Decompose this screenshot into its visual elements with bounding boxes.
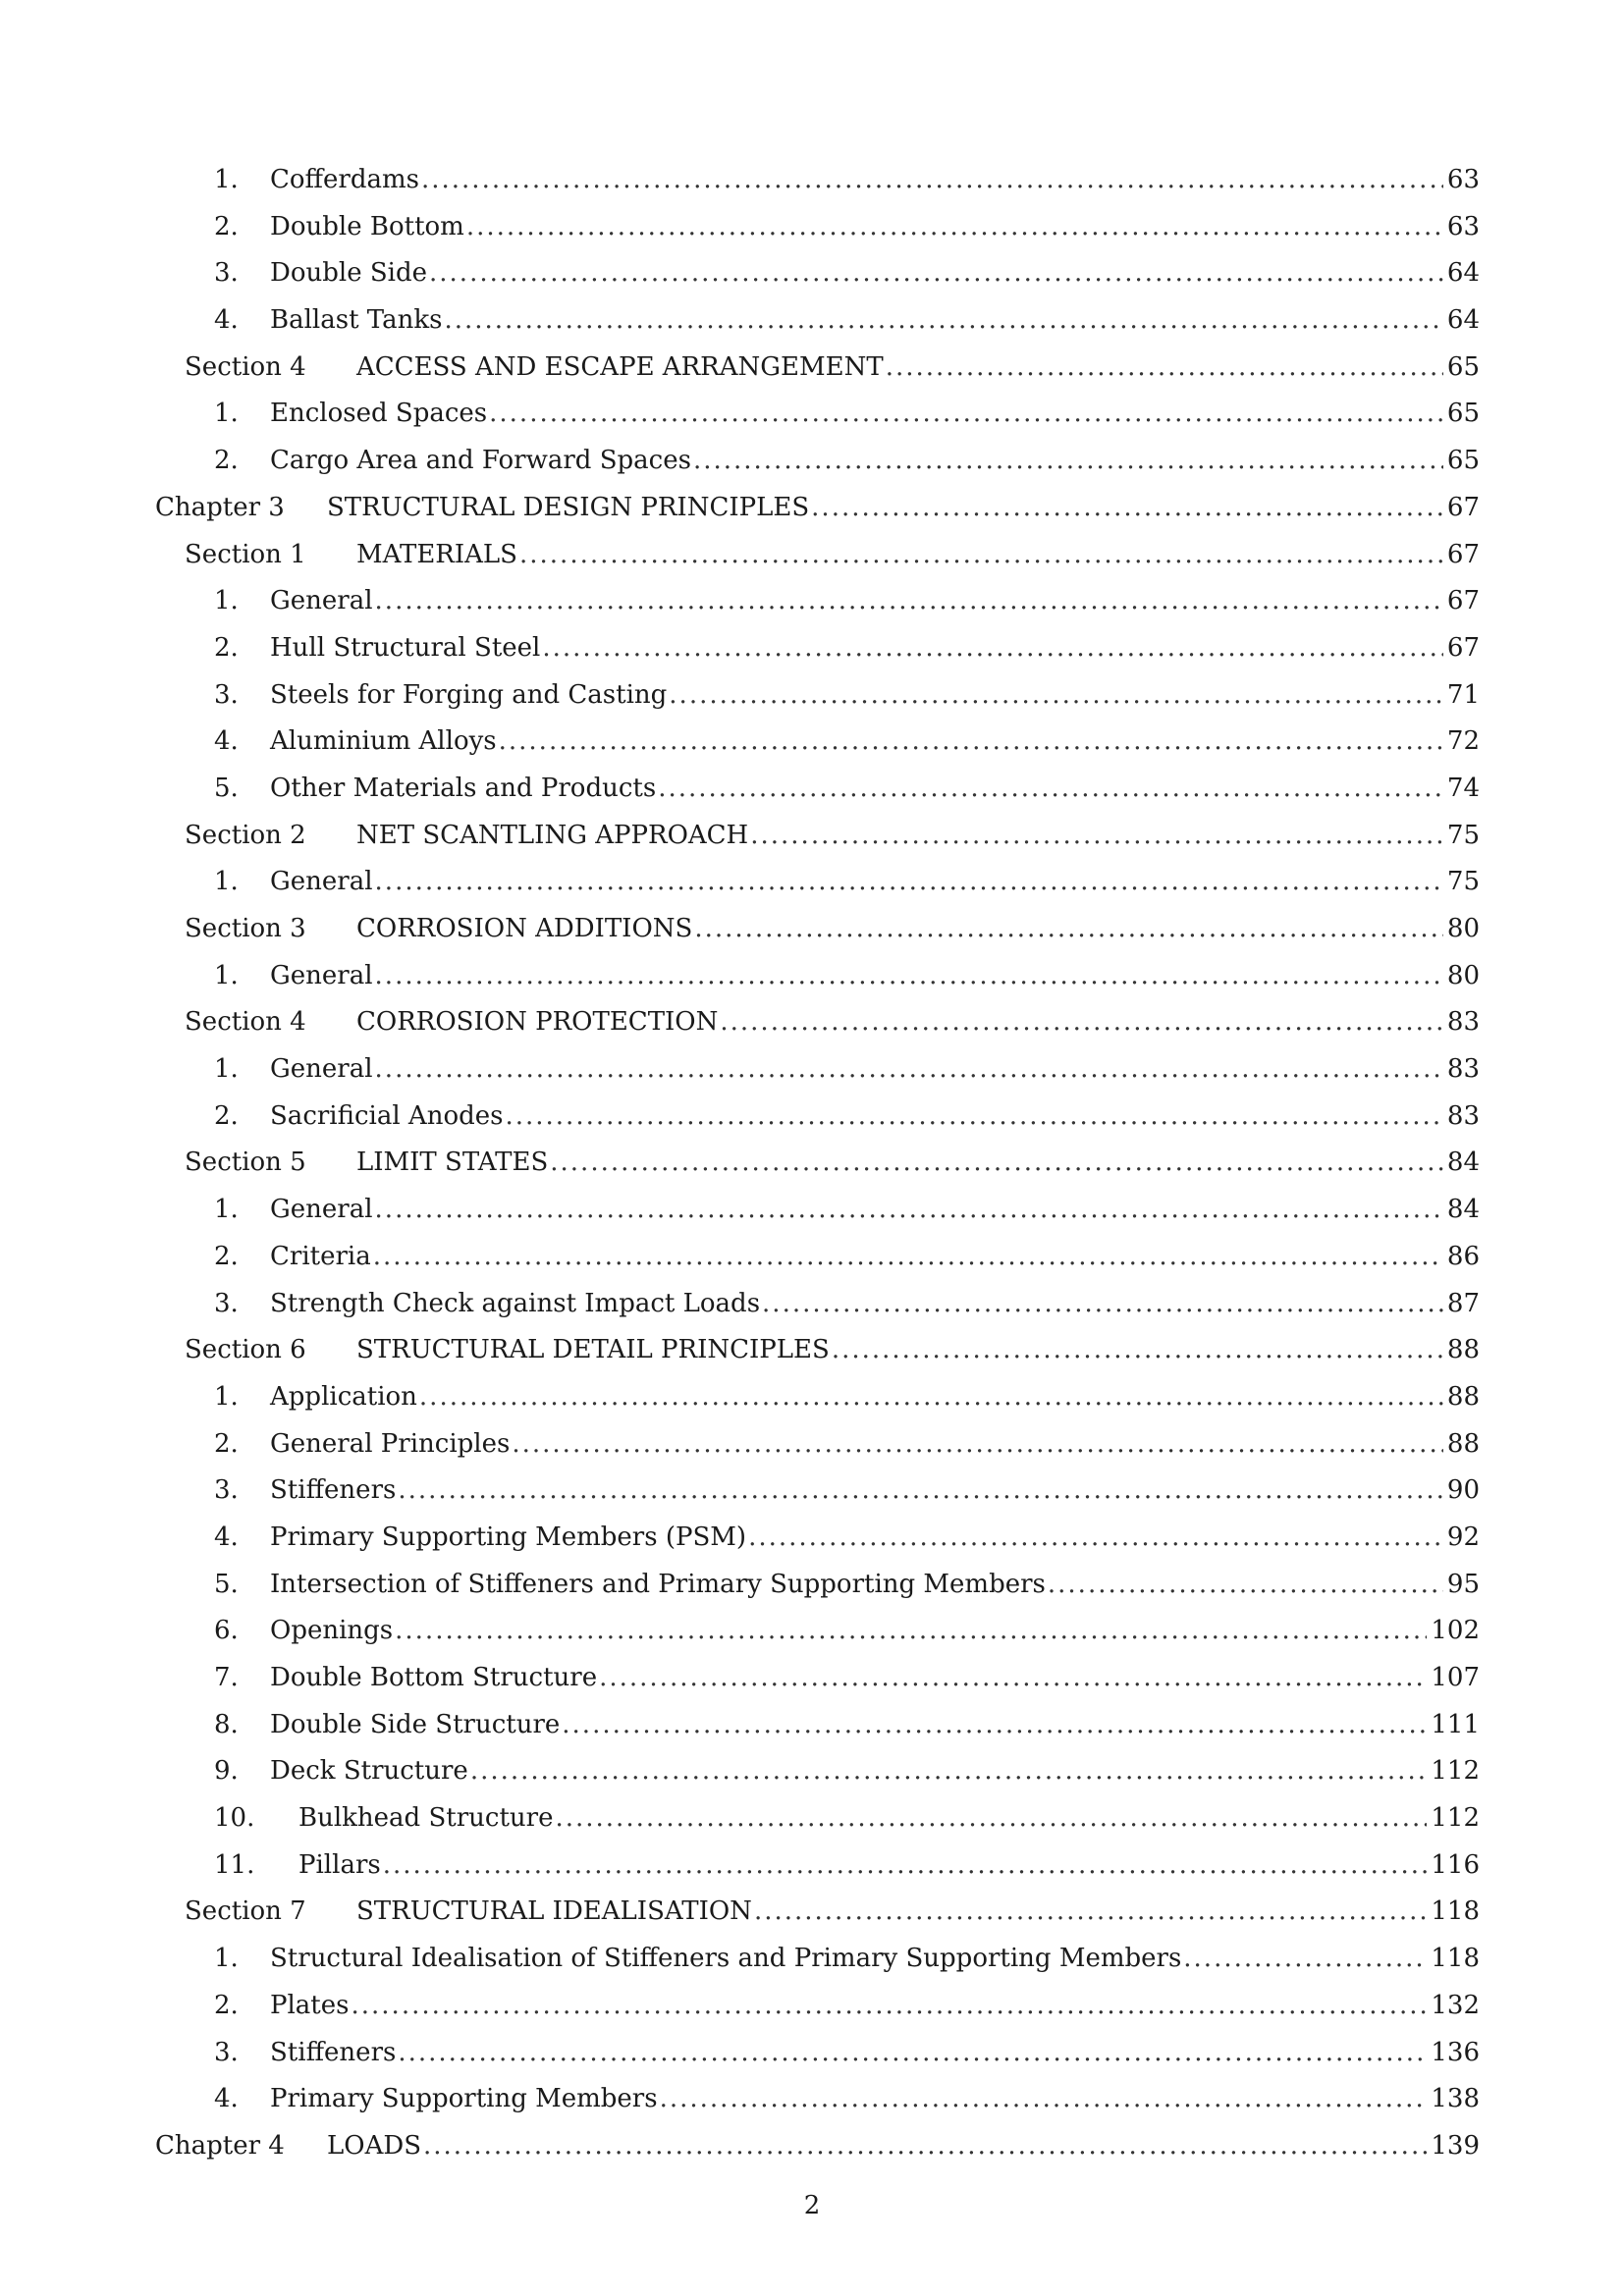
toc-entry-title: Stiffeners [270,2030,398,2077]
toc-entry-number: 7. [214,1663,239,1692]
toc-entry-item[interactable] [0,157,1624,204]
toc-entry-item[interactable] [0,1655,1624,1702]
toc-entry-section[interactable] [0,906,1624,953]
toc-entry-title: Double Bottom Structure [270,1655,599,1702]
toc-entry-number: 2. [214,1241,239,1271]
dot-leader [886,345,1443,392]
toc-entry-item[interactable] [0,1094,1624,1141]
toc-entry-number: Section 3 [185,914,306,943]
toc-entry-page: 107 [1427,1655,1480,1702]
toc-entry-page: 102 [1427,1608,1480,1655]
toc-entry-item[interactable] [0,2076,1624,2123]
toc-entry-number: 3. [214,679,239,710]
toc-entry-number: 1. [214,1944,239,1974]
toc-entry-item[interactable] [0,1234,1624,1281]
toc-entry-page: 92 [1443,1515,1480,1562]
toc-entry-page: 118 [1427,1889,1480,1936]
dot-leader [429,250,1443,297]
toc-entry-title: Structural Idealisation of Stiffeners and Primary Supporting Members [270,1936,1183,1983]
toc-entry-title: NET SCANTLING APPROACH [356,813,750,860]
toc-entry-page: 65 [1443,438,1480,485]
toc-entry-page: 67 [1443,485,1480,532]
dot-leader [599,1655,1427,1702]
toc-entry-number: 5. [214,1569,239,1599]
toc-entry-item[interactable] [0,297,1624,345]
toc-entry-page: 88 [1443,1327,1480,1374]
toc-entry-title: Steels for Forging and Casting [270,672,669,720]
toc-entry-number: 3. [214,1475,239,1506]
toc-entry-title: CORROSION ADDITIONS [356,906,694,953]
dot-leader [466,204,1443,251]
toc-entry-number: 1. [214,165,239,194]
toc-entry-number: 1. [214,399,239,429]
dot-leader [423,2123,1427,2170]
toc-entry-title: Primary Supporting Members [270,2076,660,2123]
toc-entry-section[interactable] [0,813,1624,860]
toc-entry-number: Section 6 [185,1335,306,1365]
toc-entry-item[interactable] [0,1702,1624,1749]
dot-leader [499,719,1443,766]
toc-entry-title: Double Bottom [270,204,466,251]
toc-entry-title: Double Side Structure [270,1702,562,1749]
toc-entry-item[interactable] [0,1281,1624,1328]
toc-entry-number: 1. [214,867,239,897]
toc-entry-number: 1. [214,586,239,616]
toc-entry-number: 1. [214,1054,239,1085]
dot-leader [444,297,1442,345]
toc-entry-page: 118 [1427,1936,1480,1983]
toc-entry-number: 11. [214,1849,255,1880]
dot-leader [489,391,1443,438]
toc-entry-page: 86 [1443,1234,1480,1281]
toc-entry-item[interactable] [0,578,1624,625]
dot-leader [395,1608,1427,1655]
toc-entry-section[interactable] [0,345,1624,392]
dot-leader [421,157,1443,204]
dot-leader [375,1187,1443,1234]
toc-entry-number: 1. [214,1381,239,1412]
dot-leader [694,906,1443,953]
toc-entry-title: Plates [270,1983,352,2030]
toc-entry-item[interactable] [0,438,1624,485]
toc-entry-number: 2. [214,446,239,476]
dot-leader [562,1702,1427,1749]
toc-entry-item[interactable] [0,859,1624,906]
toc-entry-item[interactable] [0,204,1624,251]
toc-entry-title: STRUCTURAL DETAIL PRINCIPLES [356,1327,832,1374]
toc-entry-item[interactable] [0,2030,1624,2077]
toc-entry-chapter[interactable] [0,2123,1624,2170]
dot-leader [375,1046,1443,1094]
toc-entry-number: 4. [214,2084,239,2114]
toc-entry-number: 2. [214,1100,239,1131]
toc-entry-page: 139 [1427,2123,1480,2170]
toc-entry-title: Application [270,1374,419,1421]
toc-entry-title: General [270,859,375,906]
toc-entry-number: Section 4 [185,351,306,382]
toc-entry-page: 83 [1443,999,1480,1046]
toc-entry-title: Cofferdams [270,157,421,204]
toc-entry-item[interactable] [0,1046,1624,1094]
toc-entry-title: General [270,1046,375,1094]
toc-entry-page: 65 [1443,391,1480,438]
toc-entry-item[interactable] [0,625,1624,672]
toc-entry-page: 90 [1443,1468,1480,1515]
toc-entry-number: Section 1 [185,539,306,569]
toc-entry-page: 83 [1443,1046,1480,1094]
table-of-contents [0,157,1624,2170]
toc-entry-title: General [270,953,375,1000]
toc-entry-title: Sacrificial Anodes [270,1094,505,1141]
toc-entry-number: 10. [214,1803,255,1834]
dot-leader [832,1327,1443,1374]
toc-entry-item[interactable] [0,1515,1624,1562]
dot-leader [1048,1562,1443,1609]
toc-entry-title: LOADS [327,2123,423,2170]
dot-leader [658,766,1443,813]
toc-entry-item[interactable] [0,766,1624,813]
dot-leader [811,485,1443,532]
dot-leader [660,2076,1428,2123]
toc-entry-title: Strength Check against Impact Loads [270,1281,762,1328]
toc-entry-page: 132 [1427,1983,1480,2030]
toc-entry-item[interactable] [0,1421,1624,1468]
toc-entry-title: CORROSION PROTECTION [356,999,720,1046]
toc-entry-number: 1. [214,960,239,990]
toc-entry-number: Section 4 [185,1007,306,1038]
toc-entry-number: 4. [214,1522,239,1552]
toc-entry-page: 74 [1443,766,1480,813]
dot-leader [669,672,1443,720]
toc-entry-item2[interactable] [0,1842,1624,1890]
toc-entry-item[interactable] [0,1936,1624,1983]
toc-entry-item[interactable] [0,1468,1624,1515]
toc-entry-section[interactable] [0,1140,1624,1187]
toc-entry-title: Enclosed Spaces [270,391,489,438]
toc-entry-number: 8. [214,1709,239,1739]
toc-entry-item[interactable] [0,953,1624,1000]
toc-entry-item[interactable] [0,1608,1624,1655]
toc-entry-page: 111 [1427,1702,1480,1749]
toc-entry-page: 83 [1443,1094,1480,1141]
dot-leader [470,1748,1428,1795]
dot-leader [720,999,1443,1046]
toc-entry-section[interactable] [0,1889,1624,1936]
toc-entry-page: 75 [1443,859,1480,906]
toc-entry-title: General Principles [270,1421,512,1468]
toc-entry-page: 80 [1443,906,1480,953]
toc-entry-title: Intersection of Stiffeners and Primary Supporting Members [270,1562,1048,1609]
toc-entry-item[interactable] [0,719,1624,766]
toc-entry-title: Cargo Area and Forward Spaces [270,438,693,485]
toc-entry-number: 6. [214,1616,239,1646]
toc-entry-item2[interactable] [0,1795,1624,1842]
toc-entry-page: 63 [1443,157,1480,204]
dot-leader [748,1515,1443,1562]
dot-leader [693,438,1443,485]
dot-leader [542,625,1443,672]
dot-leader [512,1421,1443,1468]
toc-entry-number: 4. [214,305,239,336]
toc-entry-number: Section 7 [185,1896,306,1927]
toc-entry-section[interactable] [0,1327,1624,1374]
toc-entry-number: 2. [214,1990,239,2020]
toc-entry-title: General [270,578,375,625]
toc-entry-item[interactable] [0,1562,1624,1609]
toc-entry-page: 67 [1443,625,1480,672]
toc-entry-item[interactable] [0,250,1624,297]
toc-entry-title: Double Side [270,250,429,297]
toc-entry-page: 88 [1443,1421,1480,1468]
toc-entry-number: Section 5 [185,1148,306,1178]
page-number: 2 [803,2191,821,2220]
dot-leader [373,1234,1443,1281]
toc-entry-page: 72 [1443,719,1480,766]
dot-leader [398,1468,1443,1515]
toc-entry-number: 5. [214,773,239,803]
toc-entry-page: 136 [1427,2030,1480,2077]
toc-entry-title: Primary Supporting Members (PSM) [270,1515,748,1562]
toc-entry-title: Deck Structure [270,1748,470,1795]
toc-entry-page: 84 [1443,1187,1480,1234]
toc-entry-number: 3. [214,2037,239,2067]
toc-entry-page: 64 [1443,297,1480,345]
toc-entry-page: 87 [1443,1281,1480,1328]
dot-leader [750,813,1443,860]
toc-entry-page: 67 [1443,578,1480,625]
dot-leader [555,1795,1427,1842]
dot-leader [519,532,1443,579]
toc-entry-title: Bulkhead Structure [298,1795,555,1842]
toc-entry-page: 112 [1427,1795,1480,1842]
toc-entry-title: STRUCTURAL IDEALISATION [356,1889,754,1936]
toc-entry-page: 84 [1443,1140,1480,1187]
toc-entry-section[interactable] [0,532,1624,579]
toc-entry-section[interactable] [0,999,1624,1046]
toc-entry-number: 3. [214,258,239,289]
toc-entry-page: 64 [1443,250,1480,297]
dot-leader [398,2030,1427,2077]
toc-entry-chapter[interactable] [0,485,1624,532]
toc-entry-title: Aluminium Alloys [270,719,499,766]
toc-entry-page: 71 [1443,672,1480,720]
toc-entry-number: 2. [214,632,239,663]
toc-entry-title: Criteria [270,1234,373,1281]
toc-entry-item[interactable] [0,1748,1624,1795]
dot-leader [762,1281,1443,1328]
toc-entry-title: Openings [270,1608,395,1655]
dot-leader [375,578,1443,625]
toc-entry-page: 80 [1443,953,1480,1000]
toc-entry-page: 116 [1427,1842,1480,1890]
toc-entry-number: Section 2 [185,820,306,850]
dot-leader [505,1094,1442,1141]
toc-entry-title: Stiffeners [270,1468,398,1515]
toc-entry-page: 65 [1443,345,1480,392]
toc-entry-title: General [270,1187,375,1234]
toc-entry-item[interactable] [0,1374,1624,1421]
toc-entry-number: Chapter 4 [155,2130,285,2161]
toc-entry-number: 4. [214,726,239,757]
toc-entry-item[interactable] [0,391,1624,438]
toc-entry-number: 2. [214,211,239,241]
toc-entry-page: 95 [1443,1562,1480,1609]
toc-entry-page: 63 [1443,204,1480,251]
toc-entry-item[interactable] [0,672,1624,720]
toc-entry-number: 3. [214,1288,239,1318]
dot-leader [383,1842,1428,1890]
dot-leader [375,859,1443,906]
toc-entry-title: LIMIT STATES [356,1140,550,1187]
toc-entry-number: 1. [214,1195,239,1225]
toc-entry-page: 112 [1427,1748,1480,1795]
dot-leader [352,1983,1428,2030]
toc-entry-title: Hull Structural Steel [270,625,542,672]
dot-leader [375,953,1443,1000]
toc-entry-page: 67 [1443,532,1480,579]
toc-entry-page: 75 [1443,813,1480,860]
dot-leader [550,1140,1443,1187]
toc-entry-number: Chapter 3 [155,492,285,522]
toc-entry-title: Ballast Tanks [270,297,444,345]
toc-entry-title: STRUCTURAL DESIGN PRINCIPLES [327,485,811,532]
dot-leader [754,1889,1427,1936]
toc-entry-item[interactable] [0,1187,1624,1234]
toc-entry-title: Other Materials and Products [270,766,658,813]
toc-entry-number: 9. [214,1756,239,1787]
dot-leader [1183,1936,1427,1983]
toc-entry-item[interactable] [0,1983,1624,2030]
toc-entry-title: ACCESS AND ESCAPE ARRANGEMENT [356,345,886,392]
toc-entry-title: Pillars [298,1842,383,1890]
toc-entry-page: 88 [1443,1374,1480,1421]
toc-entry-title: MATERIALS [356,532,519,579]
dot-leader [419,1374,1443,1421]
toc-entry-number: 2. [214,1428,239,1459]
toc-entry-page: 138 [1427,2076,1480,2123]
